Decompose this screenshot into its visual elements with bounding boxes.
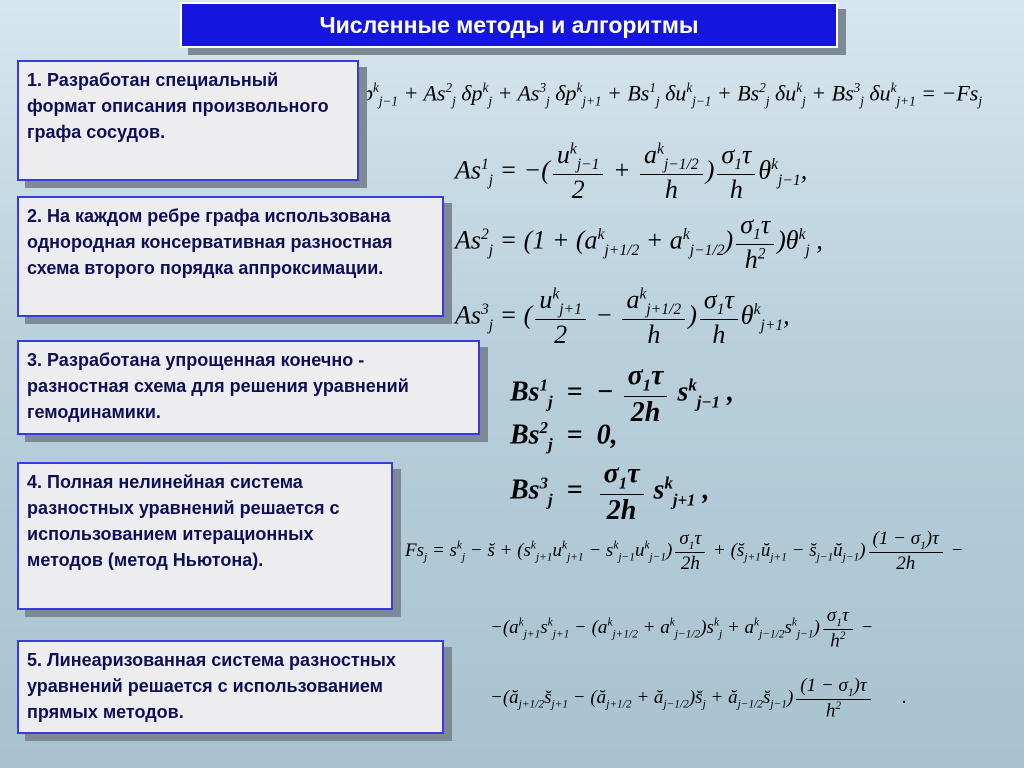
- card-graph-format: 1. Разработан специальный формат описания произвольного графа сосудов.: [17, 60, 359, 181]
- as3-formula: $As^3_j$ = ( $\frac{u^k_{j+1}}{2}$ − $\frac{a^k_{j+1/2}}{h}$ ) $\frac{\sigma_1\tau}{h}$ $\theta^k_{j+1}$,: [455, 285, 790, 350]
- card-conservative-scheme: 2. На каждом ребре графа использована однородная консервативная разностная схема второго порядка аппроксимации.: [17, 196, 444, 317]
- main-difference-equation: $p^k_{j-1} + As^2_j$ $\delta p^k_j + As^3_j$ $\delta p^k_{j+1} + Bs^1_j$ $\delta u^k_{j-1} + Bs^2_j$ $\delta u^k_j + Bs^3_j$ $\delta u^k_{j+1} = -Fs_j$: [362, 80, 983, 109]
- card-direct-methods: 5. Линеаризованная система разностных уравнений решается с использованием прямых методов.: [17, 640, 444, 734]
- bs3-formula: $Bs^3_j$ = $\frac{\sigma_1\tau}{2h}$ $s^k_{j+1}$ ,: [510, 458, 710, 526]
- card-simplified-scheme: 3. Разработана упрощенная конечно - разностная схема для решения уравнений гемодинамики.: [17, 340, 480, 435]
- card-newton-method: 4. Полная нелинейная система разностных уравнений решается с использованием итерационных методов (метод Ньютона).: [17, 462, 393, 610]
- as1-formula: $As^1_j$ = −( $\frac{u^k_{j-1}}{2}$ + $\frac{a^k_{j-1/2}}{h}$ ) $\frac{\sigma_1\tau}{h}$ $\theta^k_{j-1}$,: [455, 140, 808, 205]
- bs1-formula: $Bs^1_j$ = − $\frac{\sigma_1\tau}{2h}$ $s^k_{j-1}$ ,: [510, 360, 735, 428]
- fs-formula-line1: $Fs_j = s^k_j$ − s̆ + $(s^k_{j+1}u^k_{j+1} - s^k_{j-1}u^k_{j-1})$ $\frac{\sigma_1\tau}{2h}$ + ($s̆_{j+1}ŭ_{j+1}$ − $s̆_{j-1}ŭ_{j-1}$) $\frac{(1 - \sigma_1)\tau}{2h}$ −: [405, 528, 964, 574]
- slide-title: Численные методы и алгоритмы: [180, 2, 838, 48]
- fs-formula-line2: $-(a^k_{j+1}s^k_{j+1} - (a^k_{j+1/2} + a^k_{j-1/2})s^k_j + a^k_{j-1/2}s^k_{j-1})$ $\frac{\sigma_1\tau}{h^2}$ −: [490, 605, 874, 652]
- fs-formula-line3: $-(ă_{j+1/2}s̆_{j+1}$ − ($ă_{j+1/2}$ + $ă_{j-1/2})s̆_j$ + $ă_{j-1/2}s̆_{j-1}$) $\frac{(1 - \sigma_1)\tau}{h^2}$ .: [490, 675, 907, 722]
- bs2-formula: $Bs^2_j = 0$,: [510, 418, 618, 454]
- as2-formula: $As^2_j = (1 + (a^k_{j+1/2} + a^k_{j-1/2})$ $\frac{\sigma_1\tau}{h^2}$ )$\theta^k_j$ ,: [455, 210, 823, 275]
